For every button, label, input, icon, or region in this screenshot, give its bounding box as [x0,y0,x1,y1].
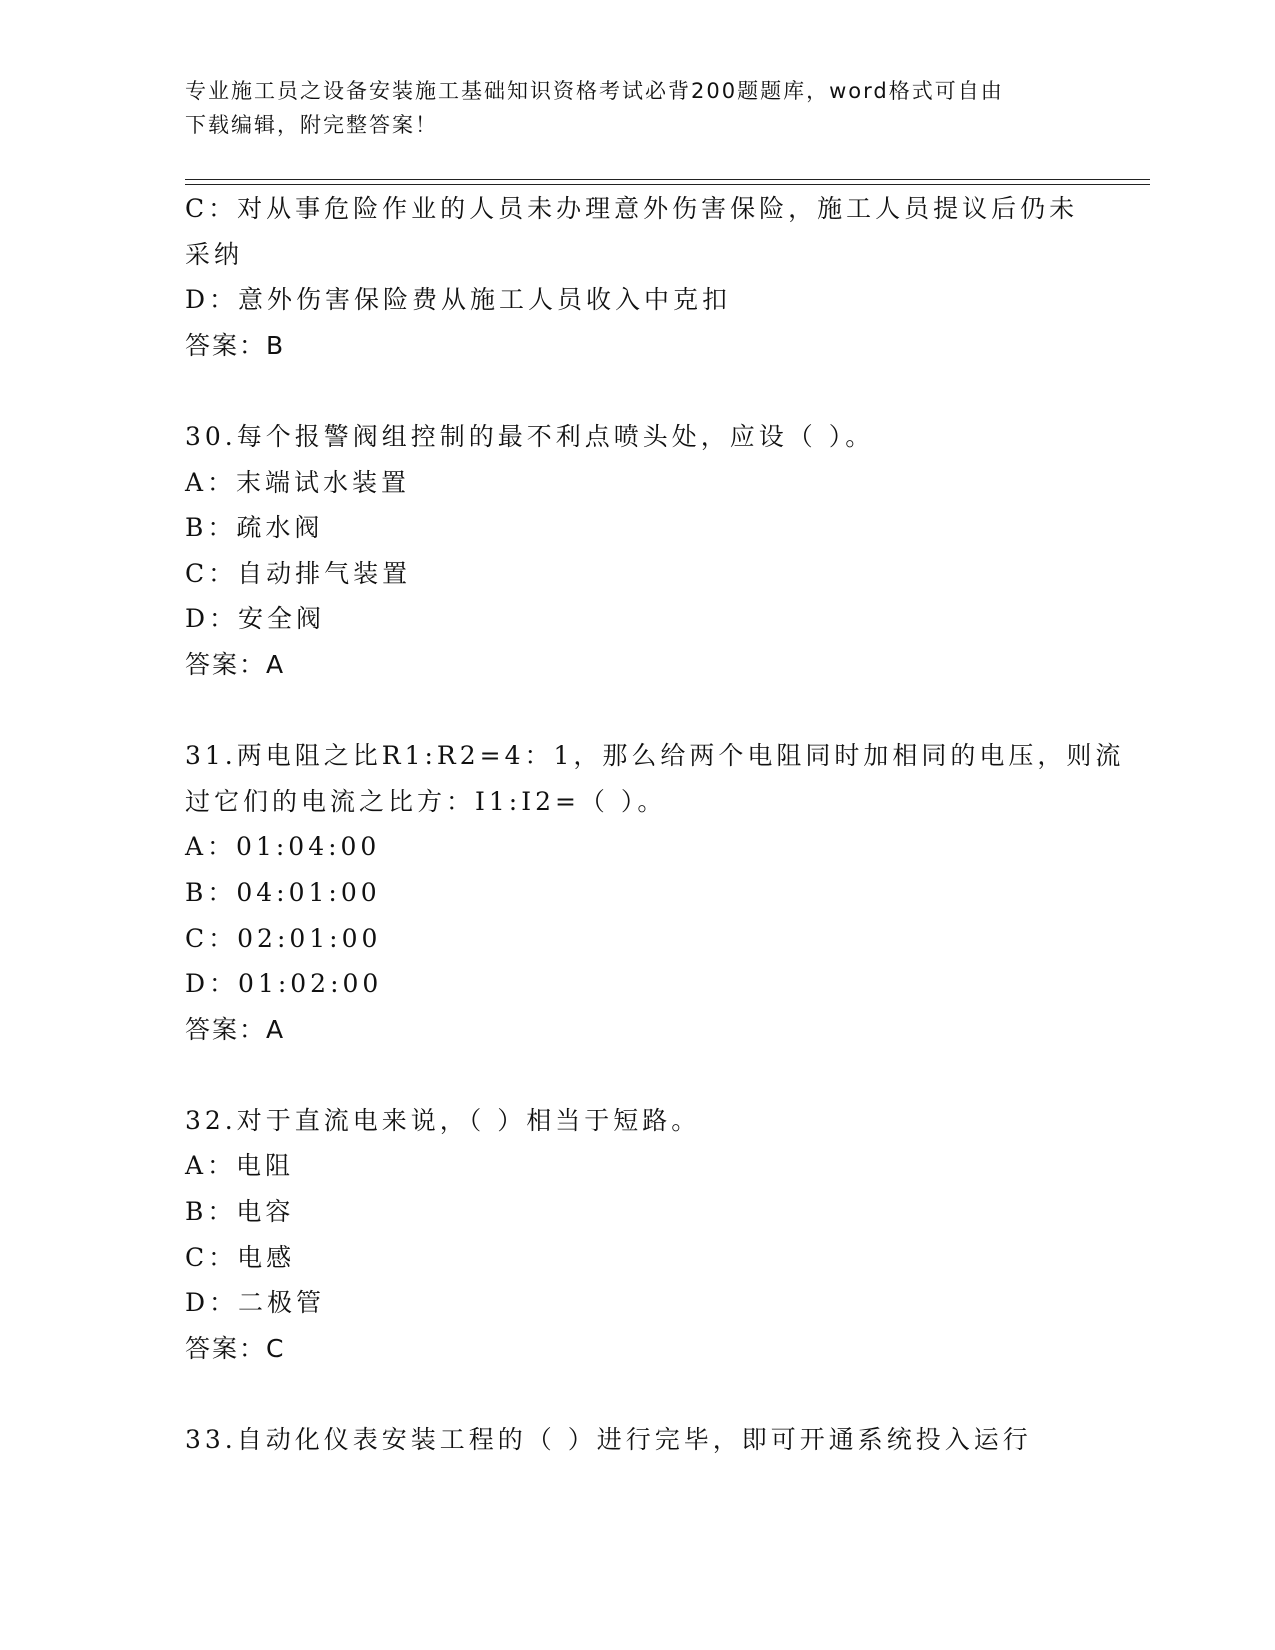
option-a: A：末端试水装置 [185,467,411,497]
answer-label: 答案：B [185,330,286,360]
spacer [185,368,1085,414]
answer-label: 答案：C [185,1333,286,1363]
option-b: B：电容 [185,1197,295,1227]
spacer [185,1052,1085,1098]
question-block-30 [185,414,1085,688]
header-line-1: 专业施工员之设备安装施工基础知识资格考试必背200题题库，word格式可自由 [185,79,1004,103]
question-block-29-tail [185,186,1085,368]
answer-label: 答案：A [185,1014,286,1044]
question-text-line-1: 31.两电阻之比R1:R2=4：1，那么给两个电阻同时加相同的电压，则流 [185,741,1125,771]
answer-label: 答案：A [185,649,286,679]
option-c-line-1: C：对从事危险作业的人员未办理意外伤害保险，施工人员提议后仍未 [185,194,1079,223]
question-text: 30.每个报警阀组控制的最不利点喷头处，应设（ ）。 [185,421,875,451]
document-header [185,74,1085,142]
spacer [185,688,1085,734]
option-a: A：电阻 [185,1151,295,1181]
option-d: D：意外伤害保险费从施工人员收入中克扣 [185,285,732,315]
option-a: A：01:04:00 [185,832,381,862]
option-c: C：02:01:00 [185,923,382,953]
header-divider-top [185,179,1150,180]
question-text-line-2: 过它们的电流之比方：I1:I2=（ ）。 [185,786,667,816]
question-block-32 [185,1098,1085,1372]
option-b: B：04:01:00 [185,877,381,907]
option-d: D：01:02:00 [185,969,383,999]
option-c: C：自动排气装置 [185,558,412,588]
option-d: D：安全阀 [185,604,326,634]
option-d: D：二极管 [185,1288,326,1318]
question-list [185,186,1125,1463]
option-c: C：电感 [185,1242,296,1272]
header-line-2: 下载编辑，附完整答案！ [185,113,438,137]
question-text: 32.对于直流电来说，（ ）相当于短路。 [185,1105,701,1135]
option-c-line-2: 采纳 [185,239,244,269]
question-text: 33.自动化仪表安装工程的（ ）进行完毕，即可开通系统投入运行 [185,1425,1032,1455]
question-block-33 [185,1417,1085,1463]
spacer [185,1371,1085,1417]
question-block-31 [185,733,1125,1052]
header-divider-bottom [185,184,1150,185]
option-b: B：疏水阀 [185,513,324,543]
